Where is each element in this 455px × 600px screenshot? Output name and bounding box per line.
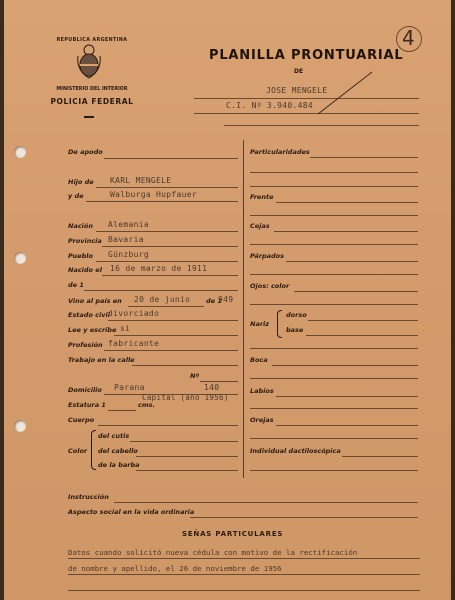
vino-year: 949 bbox=[218, 295, 234, 304]
field-line bbox=[108, 410, 136, 411]
field-line bbox=[108, 320, 238, 321]
estado-value: divorciado bbox=[108, 309, 160, 318]
field-line bbox=[96, 261, 238, 262]
mother-name: Walburga Hupfauer bbox=[110, 190, 197, 199]
label-base: base bbox=[286, 326, 304, 334]
name-line bbox=[194, 98, 419, 99]
ci-number: C.I. Nº 3.940.484 bbox=[226, 101, 313, 110]
field-line bbox=[114, 502, 418, 503]
punch-hole bbox=[14, 252, 26, 264]
label-pueblo: Pueblo bbox=[68, 252, 93, 260]
label-y-de: y de bbox=[68, 192, 84, 200]
field-line bbox=[286, 261, 418, 262]
label-numero: Nº bbox=[190, 372, 200, 380]
domicilio-number: 140 bbox=[204, 383, 220, 392]
father-name: KARL MENGELE bbox=[110, 176, 172, 185]
field-line bbox=[132, 365, 238, 366]
label-cutis: del cutis bbox=[98, 432, 130, 440]
punch-hole bbox=[14, 146, 26, 158]
field-line bbox=[96, 231, 238, 232]
label-instruccion: Instrucción bbox=[68, 493, 109, 501]
ref-number: 4 bbox=[402, 26, 415, 50]
label-de-1: de 1 bbox=[68, 281, 84, 289]
field-line bbox=[68, 558, 420, 559]
nariz-bracket bbox=[277, 310, 282, 338]
lee-value: si bbox=[120, 324, 131, 333]
label-profesion: Profesión bbox=[68, 341, 103, 349]
field-line bbox=[274, 231, 418, 232]
coat-of-arms-emblem bbox=[76, 44, 102, 80]
field-line bbox=[250, 348, 418, 349]
field-line bbox=[250, 186, 418, 187]
label-trabajo: Trabajo en la calle bbox=[68, 356, 135, 364]
document-page bbox=[4, 0, 451, 600]
label-nacion: Nación bbox=[68, 222, 94, 230]
label-estatura: Estatura 1 bbox=[68, 401, 106, 409]
label-parpados: Párpados bbox=[250, 252, 284, 260]
field-line bbox=[136, 470, 238, 471]
label-vino-de: de 1 bbox=[206, 297, 222, 305]
domicilio-value: Parana bbox=[114, 383, 145, 392]
field-line bbox=[104, 158, 238, 159]
pen-stroke bbox=[316, 68, 376, 118]
header-ministerio: MINISTERIO DEL INTERIOR bbox=[56, 87, 128, 92]
field-line bbox=[250, 304, 418, 305]
field-line bbox=[276, 202, 418, 203]
field-line bbox=[98, 425, 238, 426]
page-title: PLANILLA PRONTUARIAL bbox=[209, 48, 404, 63]
label-ojos-color: Ojos: color bbox=[250, 282, 290, 290]
label-cabello: del cabello bbox=[98, 447, 138, 455]
field-line bbox=[190, 517, 418, 518]
label-estado-civil: Estado civil bbox=[68, 311, 110, 319]
field-line bbox=[130, 441, 238, 442]
field-line bbox=[128, 306, 204, 307]
field-line bbox=[84, 290, 238, 291]
field-line bbox=[114, 335, 238, 336]
color-bracket bbox=[91, 430, 96, 470]
label-domicilio: Domicilio bbox=[68, 386, 102, 394]
label-barba: de la barba bbox=[98, 461, 140, 469]
pueblo-value: Günzburg bbox=[108, 250, 149, 259]
label-dorso: dorso bbox=[286, 311, 307, 319]
header-line bbox=[224, 125, 419, 126]
label-de-apodo: De apodo bbox=[68, 148, 103, 156]
senas-line-2: de nombre y apellido, el 26 de noviembre de 1956 bbox=[68, 564, 282, 573]
field-line bbox=[68, 574, 420, 575]
field-line bbox=[250, 274, 418, 275]
field-line bbox=[68, 590, 420, 591]
field-line bbox=[102, 246, 238, 247]
nacido-value: 16 de marzo de 1911 bbox=[110, 264, 208, 273]
label-hijo-de: Hijo de bbox=[68, 178, 94, 186]
label-aspecto-social: Aspecto social en la vida ordinaria bbox=[68, 508, 195, 516]
label-vino: Vino al país en bbox=[68, 297, 122, 305]
label-labios: Labios bbox=[250, 387, 274, 395]
label-nacido: Nacido el bbox=[68, 266, 102, 274]
field-line bbox=[276, 425, 418, 426]
capital-note: Capital (año 1956) bbox=[142, 393, 229, 402]
senas-line-1: Datos cuando solicitó nueva cédula con motivo de la rectificación bbox=[68, 548, 358, 557]
name-typed: JOSE MENGELE bbox=[266, 86, 328, 95]
field-line bbox=[294, 291, 418, 292]
field-line bbox=[250, 408, 418, 409]
label-individual-dactiloscopica: Individual dactiloscópica bbox=[250, 447, 341, 455]
label-color: Color bbox=[68, 447, 88, 455]
label-boca: Boca bbox=[250, 356, 268, 364]
field-line bbox=[250, 172, 418, 173]
nacion-value: Alemania bbox=[108, 220, 149, 229]
header-policia: POLICIA FEDERAL bbox=[50, 97, 134, 106]
field-line bbox=[136, 456, 238, 457]
label-provincia: Provincia bbox=[68, 237, 102, 245]
field-line bbox=[272, 365, 418, 366]
label-cejas: Cejas bbox=[250, 222, 270, 230]
field-line bbox=[276, 396, 418, 397]
profesion-value: fabricante bbox=[108, 339, 160, 348]
label-cuerpo: Cuerpo bbox=[68, 416, 95, 424]
field-line bbox=[342, 456, 418, 457]
field-line bbox=[200, 381, 238, 382]
label-orejas: Orejas bbox=[250, 416, 274, 424]
field-line bbox=[96, 187, 238, 188]
vino-value: 20 de junio bbox=[134, 295, 191, 304]
provincia-value: Bavaria bbox=[108, 235, 144, 244]
field-line bbox=[308, 320, 418, 321]
ci-line bbox=[194, 113, 419, 114]
field-line bbox=[86, 201, 238, 202]
field-line bbox=[250, 470, 418, 471]
label-frente: Frente bbox=[250, 193, 274, 201]
punch-hole bbox=[14, 420, 26, 432]
field-line bbox=[104, 350, 238, 351]
field-line bbox=[250, 438, 418, 439]
label-lee-escribe: Lee y escribe bbox=[68, 326, 117, 334]
label-particularidades: Particularidades bbox=[250, 148, 310, 156]
emblem-underline bbox=[84, 116, 94, 118]
senas-title: SEÑAS PARTICULARES bbox=[182, 530, 284, 538]
field-line bbox=[250, 244, 418, 245]
field-line bbox=[250, 215, 418, 216]
column-divider bbox=[243, 140, 244, 478]
label-cms: cms. bbox=[138, 401, 155, 409]
field-line bbox=[310, 157, 418, 158]
field-line bbox=[102, 275, 238, 276]
title-de: DE bbox=[294, 68, 304, 75]
label-nariz: Nariz bbox=[250, 320, 270, 328]
field-line bbox=[250, 378, 418, 379]
field-line bbox=[306, 335, 418, 336]
header-republica: REPUBLICA ARGENTINA bbox=[56, 38, 128, 43]
